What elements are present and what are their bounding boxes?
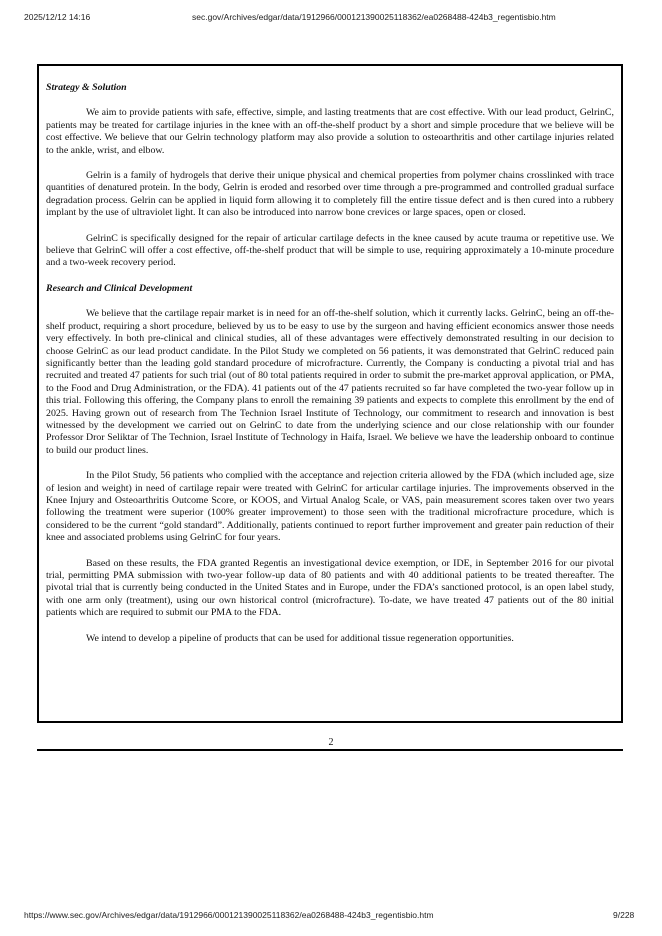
paragraph: Gelrin is a family of hydrogels that derive their unique physical and chemical properties from polymer chains crosslinked with trace quantities of denatured protein. In the body, Gelrin is eroded and resorbed over time through a pre-programmed and controlled gradual surface degradation process. Gelrin can be applied in liquid form allowing it to completely fill the entire tissue defect and is then cured into a rubbery implant by the use of ultraviolet light. It can also be introduced into narrow bone crevices or large spaces, open or closed.	[46, 170, 614, 219]
document-body	[46, 82, 614, 658]
print-footer-url: https://www.sec.gov/Archives/edgar/data/1912966/000121390025118362/ea0268488-424b3_regentisbio.htm	[24, 910, 434, 920]
paragraph: We intend to develop a pipeline of products that can be used for additional tissue regeneration opportunities.	[86, 632, 514, 644]
paragraph: GelrinC is specifically designed for the repair of articular cartilage defects in the knee caused by acute trauma or repetitive use. We believe that GelrinC will offer a cost effective, off-the-shelf product that will be simple to use, requiring approximately a 10-minute procedure and a two-week recovery period.	[46, 232, 614, 269]
paragraph: We believe that the cartilage repair market is in need for an off-the-shelf solution, which it currently lacks. GelrinC, being an off-the-shelf product, requiring a short procedure, believed by us to be easy to use by the surgeon and having efficient economics answer those needs very effectively. In both pre-clinical and clinical studies, all of these advantages were effectively demonstrated resulting in our decision to choose GelrinC as our lead product candidate. In the Pilot Study we completed on 56 patients, it was demonstrated that GelrinC reduced pain significantly better than the leading gold standard procedure of microfracture. Currently, the Company is conducting a pivotal trial and has recruited and treated 47 patients for such trial (out of 80 total patients required in order to submit the pre-market approval application, or PMA, to the Food and Drug Administration, or the FDA). 41 patients out of the 47 patients recruited so far have completed the two-year follow up in this trial. Following this offering, the Company plans to enroll the remaining 39 patients and expects to complete this enrollment by the end of 2025. Having grown out of research from The Technion Israel Institute of Technology, our commitment to research and innovation is best witnessed by the development we carried out on GelrinC to date from the underlying science and our close relationship with our founder Professor Dror Seliktar of The Technion, Israel Institute of Technology in Haifa, Israel. We believe we have the leadership onboard to continue to build our product lines.	[46, 308, 614, 456]
content-box	[37, 64, 623, 723]
paragraph: We aim to provide patients with safe, effective, simple, and lasting treatments that are cost effective. With our lead product, GelrinC, patients may be treated for cartilage injuries in the knee with an off-the-shelf product by a short and simple procedure that we believe will be cost effective. We believe that our Gelrin technology platform may also provide a solution to osteoarthritis and other cartilage injuries related to the ankle, wrist, and elbow.	[46, 107, 614, 156]
print-header-url: sec.gov/Archives/edgar/data/1912966/000121390025118362/ea0268488-424b3_regentisbio.htm	[192, 12, 556, 22]
paragraph: Based on these results, the FDA granted Regentis an investigational device exemption, or IDE, in September 2016 for our pivotal trial, permitting PMA submission with two-year follow-up data of 80 patients and with 40 additional patients to be treated thereafter. The pivotal trial that is currently being conducted in the United States and in Europe, under the FDA’s sanctioned protocol, is an open label study, with one arm only (treatment), using our own historical control (microfracture). To-date, we have treated 47 patients out of the 80 initial patients which are required to submit our PMA to the FDA.	[46, 557, 614, 619]
print-datetime: 2025/12/12 14:16	[24, 12, 91, 22]
section-heading-strategy: Strategy & Solution	[46, 82, 127, 93]
paragraph: In the Pilot Study, 56 patients who complied with the acceptance and rejection criteria allowed by the FDA (which included age, size of lesion and weight) in need of cartilage repair were treated with GelrinC for articular cartilage injuries. The improvements observed in the Knee Injury and Osteoarthritis Outcome Score, or KOOS, and Virtual Analog Scale, or VAS, pain measurement scores taken over two years following the treatment were superior (100% greater improvement) to those seen with the traditional microfracture procedure, which is considered to be the current “gold standard”. Additionally, patients continued to report further improvement and greater pain reduction of their knee and associated problems using GelrinC for four years.	[46, 470, 614, 544]
page-divider	[37, 749, 623, 751]
print-page-counter: 9/228	[613, 910, 635, 920]
section-heading-research: Research and Clinical Development	[46, 282, 193, 294]
page-number: 2	[328, 737, 334, 748]
